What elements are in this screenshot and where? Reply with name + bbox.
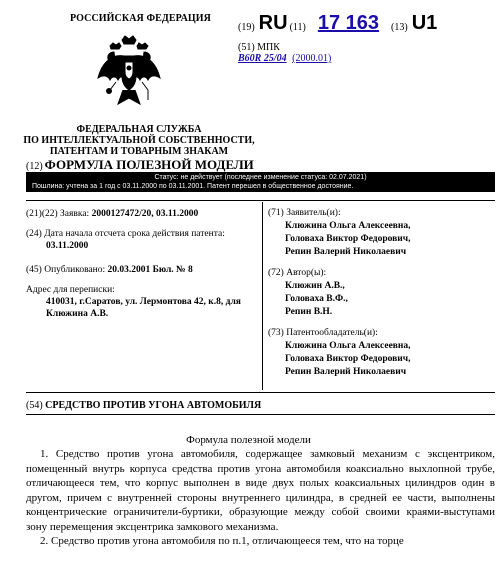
start-date-value: 03.11.2000: [46, 241, 89, 251]
authors-block: [268, 267, 496, 319]
coat-of-arms-emblem: [96, 34, 162, 112]
agency-line: ПАТЕНТАМ И ТОВАРНЫМ ЗНАКАМ: [49, 146, 229, 157]
authors-label: (72) Автор(ы):: [268, 268, 327, 278]
applicant-name: Репин Валерий Николаевич: [285, 247, 407, 257]
published-field: [26, 264, 261, 276]
owners-block: [268, 327, 496, 379]
applicant-name: Головаха Виктор Федорович,: [285, 234, 411, 244]
agency-line: ФЕДЕРАЛЬНАЯ СЛУЖБА: [76, 124, 202, 135]
inid-code-54: (54): [26, 400, 43, 411]
publication-number: [238, 13, 437, 33]
application-value: 2000127472/20, 03.11.2000: [91, 209, 199, 219]
ipc-label: (51) МПК: [238, 42, 280, 53]
divider: [26, 414, 495, 415]
kind-code: U1: [411, 12, 438, 34]
ipc-class-link[interactable]: B60R 25/04: [238, 53, 287, 64]
claim-paragraph: 1. Средство против угона автомобиля, содержащее замковый механизм с эксцентриком, помещенный внутрь корпуса средства против угона автомобиля коаксиально выхлопной трубе, отличающееся тем, что корпус выполнен в виде двух полых коаксиальных цилиндров один в другом, причем с внутренней стороны внутреннего цилиндра, в средней ее части, выполнены концентрические ограничители-буртики, образующие между собой своими краями-выступами зону перемещения эксцентрика замкового механизма.: [26, 448, 495, 533]
invention-title: [26, 400, 261, 411]
application-label: (21)(22) Заявка:: [26, 209, 90, 219]
column-divider: [262, 202, 263, 390]
invention-title-text: СРЕДСТВО ПРОТИВ УГОНА АВТОМОБИЛЯ: [45, 400, 262, 411]
fee-line: Пошлина: учтена за 1 год с 03.11.2000 по 03.11.2001. Патент перешел в общественное достояние.: [32, 183, 354, 190]
author-name: Головаха В.Ф.,: [285, 294, 348, 304]
country-code: RU: [258, 12, 288, 34]
ipc-value: [238, 53, 331, 64]
address-field: [26, 284, 261, 320]
applicant-name: Клюжина Ольга Алексеевна,: [285, 221, 411, 231]
document-type-text: ФОРМУЛА ПОЛЕЗНОЙ МОДЕЛИ: [44, 157, 254, 172]
owner-name: Головаха Виктор Федорович,: [285, 354, 411, 364]
start-date-field: [26, 228, 261, 252]
author-name: Репин В.Н.: [285, 307, 333, 317]
owner-name: Репин Валерий Николаевич: [285, 367, 407, 377]
inid-code-19: (19): [238, 22, 255, 33]
owners-label: (73) Патентообладатель(и):: [268, 328, 378, 338]
inid-code-12: (12): [26, 161, 43, 172]
agency-line: ПО ИНТЕЛЛЕКТУАЛЬНОЙ СОБСТВЕННОСТИ,: [23, 135, 255, 146]
patent-number-link[interactable]: 17 163: [317, 12, 380, 34]
address-value: 410031, г.Саратов, ул. Лермонтова 42, к.8, для Клюжина А.В.: [46, 297, 241, 319]
agency-name: [18, 124, 260, 157]
start-date-label: (24) Дата начала отсчета срока действия патента:: [26, 229, 225, 239]
claims-text: [26, 447, 495, 549]
status-line: Статус: не действует (последнее изменение статуса: 02.07.2021): [154, 174, 367, 181]
status-bar: [26, 172, 495, 192]
document-type-title: [26, 157, 254, 173]
inid-code-13: (13): [391, 22, 408, 33]
published-label: (45) Опубликовано:: [26, 265, 106, 275]
claims-heading: Формула полезной модели: [186, 434, 311, 446]
inid-code-11: (11): [289, 22, 306, 33]
author-name: Клюжин А.В.,: [285, 281, 345, 291]
applicants-label: (71) Заявитель(и):: [268, 208, 341, 218]
divider: [26, 200, 495, 201]
ipc-version-link[interactable]: (2000.01): [292, 53, 332, 64]
applicants-block: [268, 207, 496, 259]
divider: [26, 392, 495, 393]
published-value: 20.03.2001 Бюл. № 8: [107, 265, 193, 275]
application-field: [26, 208, 261, 220]
claim-paragraph: 2. Средство против угона автомобиля по п.1, отличающееся тем, что на торце: [40, 535, 404, 547]
address-label: Адрес для переписки:: [26, 285, 115, 295]
owner-name: Клюжина Ольга Алексеевна,: [285, 341, 411, 351]
country-name: РОССИЙСКАЯ ФЕДЕРАЦИЯ: [70, 13, 212, 24]
